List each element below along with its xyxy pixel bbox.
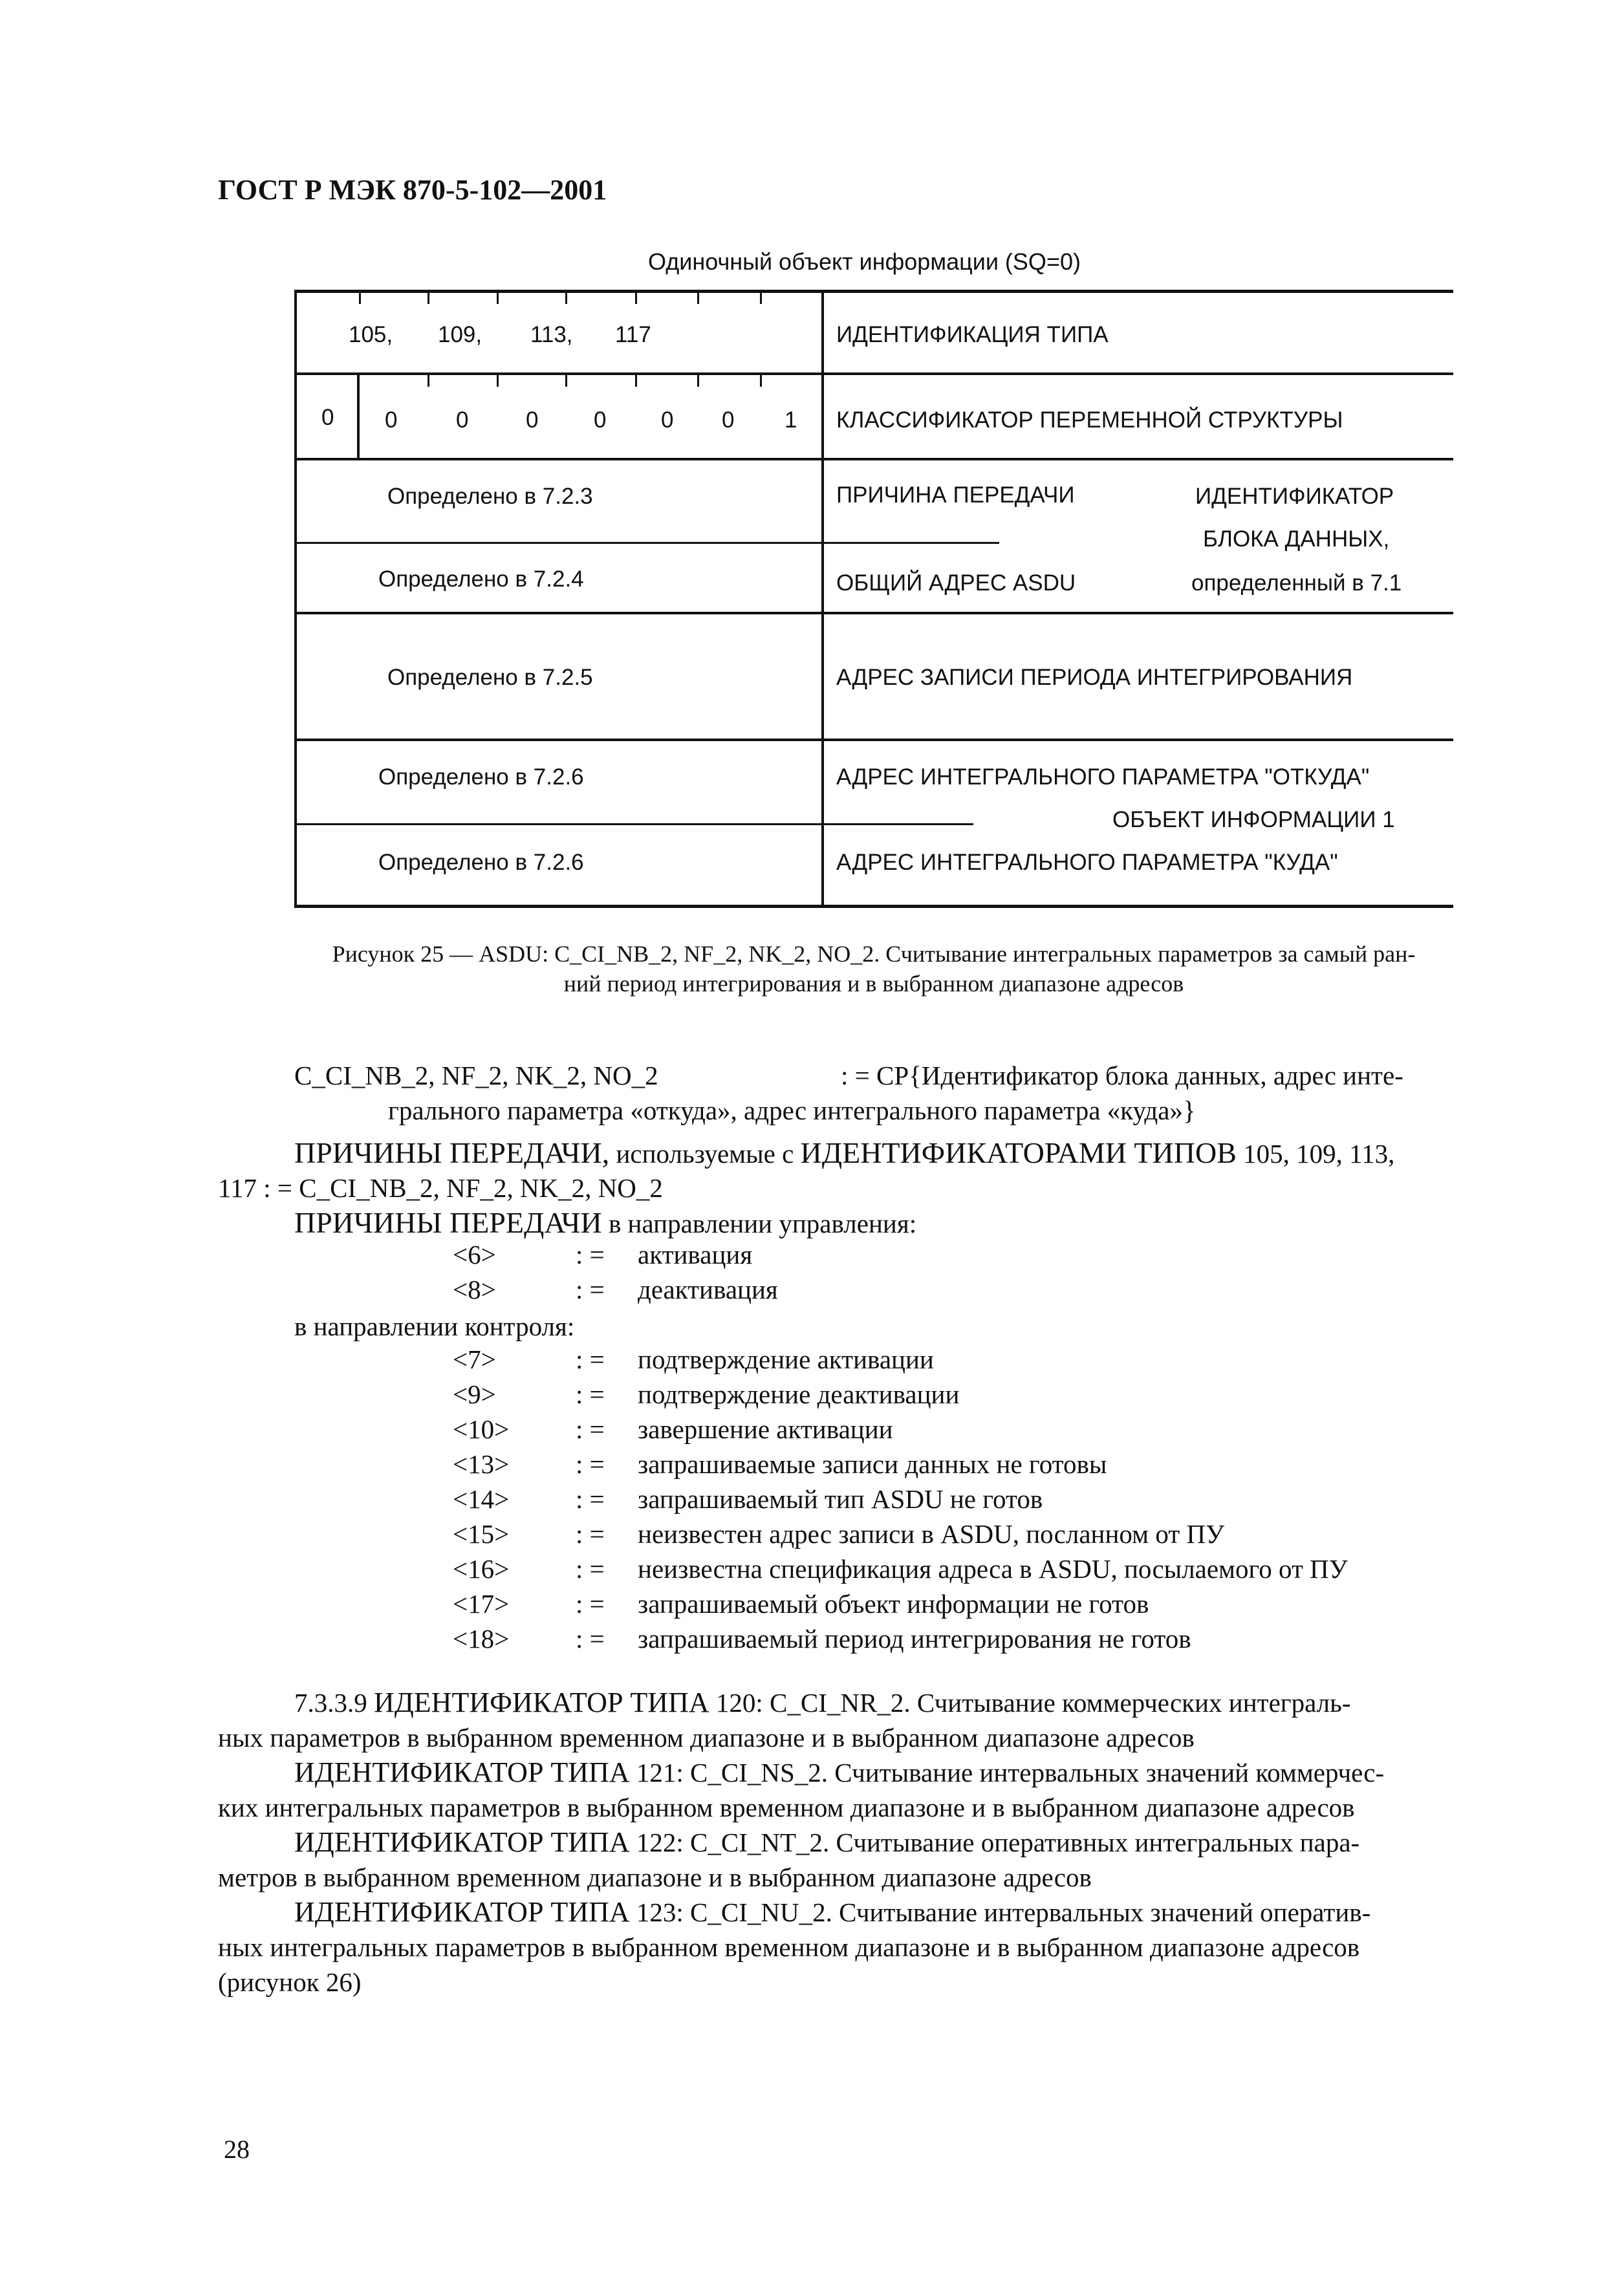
cause-sep: : = <box>576 1624 605 1654</box>
type-id-heading: ИДЕНТИФИКАТОР ТИПА <box>374 1687 709 1718</box>
row-defined-724: Определено в 7.2.4 <box>378 567 584 592</box>
cause-text: подтверждение активации <box>638 1344 934 1374</box>
type-id-heading: ИДЕНТИФИКАТОР ТИПА <box>294 1896 630 1928</box>
label-common-address: ОБЩИЙ АДРЕС ASDU <box>836 570 1076 596</box>
cause-code: <17> <box>453 1589 510 1619</box>
paragraph-122-line1 <box>294 1825 1359 1860</box>
type-ids-heading: ИДЕНТИФИКАТОРАМИ ТИПОВ <box>800 1136 1237 1169</box>
cause-code: <16> <box>453 1554 510 1584</box>
paragraph-text: 120: C_CI_NR_2. Считывание коммерческих интеграль- <box>709 1688 1351 1718</box>
paragraph-123-line2: ных интегральных параметров в выбранном временном диапазоне и в выбранном диапазоне адресов <box>218 1932 1360 1962</box>
control-causes-intro <box>294 1205 916 1241</box>
cause-sep: : = <box>576 1554 605 1584</box>
label-cause-of-transmission: ПРИЧИНА ПЕРЕДАЧИ <box>836 482 1075 508</box>
cause-code: <10> <box>453 1414 510 1444</box>
cause-text: запрашиваемый объект информации не готов <box>638 1589 1149 1619</box>
label-to-address: АДРЕС ИНТЕГРАЛЬНОГО ПАРАМЕТРА "КУДА" <box>836 850 1338 875</box>
asdu-definition-assign: : = CP{Идентификатор блока данных, адрес инте- <box>841 1061 1403 1090</box>
cause-text: завершение активации <box>638 1414 893 1444</box>
paragraph-7339-line1 <box>294 1685 1350 1720</box>
cause-text: неизвестна спецификация адреса в ASDU, посылаемого от ПУ <box>638 1554 1348 1584</box>
bit-value: 0 <box>526 407 539 433</box>
paragraph-text: 122: C_CI_NT_2. Считывание оперативных интегральных пара- <box>629 1828 1360 1857</box>
cause-code: <15> <box>453 1519 510 1549</box>
type-id-109: 109, <box>438 322 482 347</box>
paragraph-121-line2: ких интегральных параметров в выбранном временном диапазоне и в выбранном диапазоне адресов <box>218 1793 1355 1822</box>
paragraph-122-line2: метров в выбранном временном диапазоне и в выбранном диапазоне адресов <box>218 1862 1092 1892</box>
document-header: ГОСТ Р МЭК 870-5-102—2001 <box>218 174 607 206</box>
type-id-heading: ИДЕНТИФИКАТОР ТИПА <box>294 1826 630 1858</box>
cause-code: <14> <box>453 1484 510 1514</box>
section-number: 7.3.3.9 <box>294 1688 374 1718</box>
figure-caption-line: Рисунок 25 — ASDU: C_CI_NB_2, NF_2, NK_2, NO_2. Считывание интегральных параметров за самый ран- <box>332 941 1416 967</box>
paragraph-text: 123: C_CI_NU_2. Считывание интервальных значений оператив- <box>629 1897 1371 1927</box>
cause-text: запрашиваемый период интегрирования не готов <box>638 1624 1191 1654</box>
cause-sep: : = <box>576 1589 605 1619</box>
cause-sep: : = <box>576 1519 605 1549</box>
cause-code: <8> <box>453 1275 496 1304</box>
label-data-unit-id: БЛОКА ДАННЫХ, <box>1203 526 1390 552</box>
cause-sep: : = <box>576 1275 605 1304</box>
label-info-object: ОБЪЕКТ ИНФОРМАЦИИ 1 <box>1112 807 1395 832</box>
cause-code: <7> <box>453 1344 496 1374</box>
causes-heading: ПРИЧИНЫ ПЕРЕДАЧИ, <box>294 1136 610 1169</box>
label-type-identification: ИДЕНТИФИКАЦИЯ ТИПА <box>836 322 1109 347</box>
causes-text: в направлении управления: <box>601 1209 917 1238</box>
cause-sep: : = <box>576 1449 605 1479</box>
cause-code: <13> <box>453 1449 510 1479</box>
cause-code: <6> <box>453 1240 496 1269</box>
label-from-address: АДРЕС ИНТЕГРАЛЬНОГО ПАРАМЕТРА "ОТКУДА" <box>836 764 1370 790</box>
type-id-117: 117 <box>615 322 651 347</box>
causes-heading: ПРИЧИНЫ ПЕРЕДАЧИ <box>294 1206 602 1239</box>
row-defined-723: Определено в 7.2.3 <box>387 484 593 509</box>
bit-value: 0 <box>661 407 674 433</box>
asdu-definition-name: C_CI_NB_2, NF_2, NK_2, NO_2 <box>294 1061 658 1090</box>
cause-text: неизвестен адрес записи в ASDU, посланном от ПУ <box>638 1519 1225 1549</box>
figure-caption-line: ний период интегрирования и в выбранном диапазоне адресов <box>563 971 1184 997</box>
bit-value: 0 <box>594 407 607 433</box>
cause-code: <18> <box>453 1624 510 1654</box>
paragraph-123-line1 <box>294 1895 1370 1930</box>
label-period-address: АДРЕС ЗАПИСИ ПЕРИОДА ИНТЕГРИРОВАНИЯ <box>836 665 1353 690</box>
cause-code: <9> <box>453 1379 496 1409</box>
cause-sep: : = <box>576 1484 605 1514</box>
cause-text: подтверждение деактивации <box>638 1379 960 1409</box>
bit-sq: 0 <box>321 405 334 430</box>
label-data-unit-id: определенный в 7.1 <box>1191 570 1402 596</box>
bit-value: 0 <box>722 407 735 433</box>
paragraph-7339-line2: ных параметров в выбранном временном диапазоне и в выбранном диапазоне адресов <box>218 1723 1195 1753</box>
causes-text: используемые с <box>609 1139 801 1169</box>
row-defined-725: Определено в 7.2.5 <box>387 665 593 690</box>
asdu-definition-cont: грального параметра «откуда», адрес интегрального параметра «куда»} <box>388 1095 1196 1125</box>
monitor-causes-intro: в направлении контроля: <box>294 1311 575 1341</box>
figure-top-caption: Одиночный объект информации (SQ=0) <box>648 248 1081 275</box>
page-number: 28 <box>224 2135 250 2164</box>
cause-sep: : = <box>576 1414 605 1444</box>
paragraph-121-line1 <box>294 1755 1384 1790</box>
causes-intro-line2: 117 : = C_CI_NB_2, NF_2, NK_2, NO_2 <box>218 1173 663 1203</box>
cause-sep: : = <box>576 1240 605 1269</box>
figure-caption <box>230 939 1517 998</box>
asdu-structure-figure <box>294 290 1453 907</box>
cause-text: запрашиваемый тип ASDU не готов <box>638 1484 1043 1514</box>
row-defined-726-from: Определено в 7.2.6 <box>378 764 584 790</box>
paragraph-123-line3: (рисунок 26) <box>218 1967 362 1997</box>
type-id-heading: ИДЕНТИФИКАТОР ТИПА <box>294 1756 630 1788</box>
cause-text: деактивация <box>638 1275 778 1304</box>
row-defined-726-to: Определено в 7.2.6 <box>378 850 584 875</box>
bit-value: 1 <box>785 407 797 433</box>
label-variable-structure: КЛАССИФИКАТОР ПЕРЕМЕННОЙ СТРУКТУРЫ <box>836 407 1343 433</box>
type-id-113: 113, <box>530 322 573 347</box>
paragraph-text: 121: C_CI_NS_2. Считывание интервальных значений коммерчес- <box>629 1758 1385 1787</box>
label-data-unit-id: ИДЕНТИФИКАТОР <box>1195 484 1394 509</box>
cause-sep: : = <box>576 1379 605 1409</box>
type-id-105: 105, <box>349 322 393 347</box>
bit-value: 0 <box>385 407 398 433</box>
cause-sep: : = <box>576 1344 605 1374</box>
cause-text: запрашиваемые записи данных не готовы <box>638 1449 1107 1479</box>
causes-text: 105, 109, 113, <box>1236 1139 1395 1169</box>
bit-value: 0 <box>456 407 469 433</box>
cause-text: активация <box>638 1240 753 1269</box>
causes-intro <box>294 1136 1530 1171</box>
